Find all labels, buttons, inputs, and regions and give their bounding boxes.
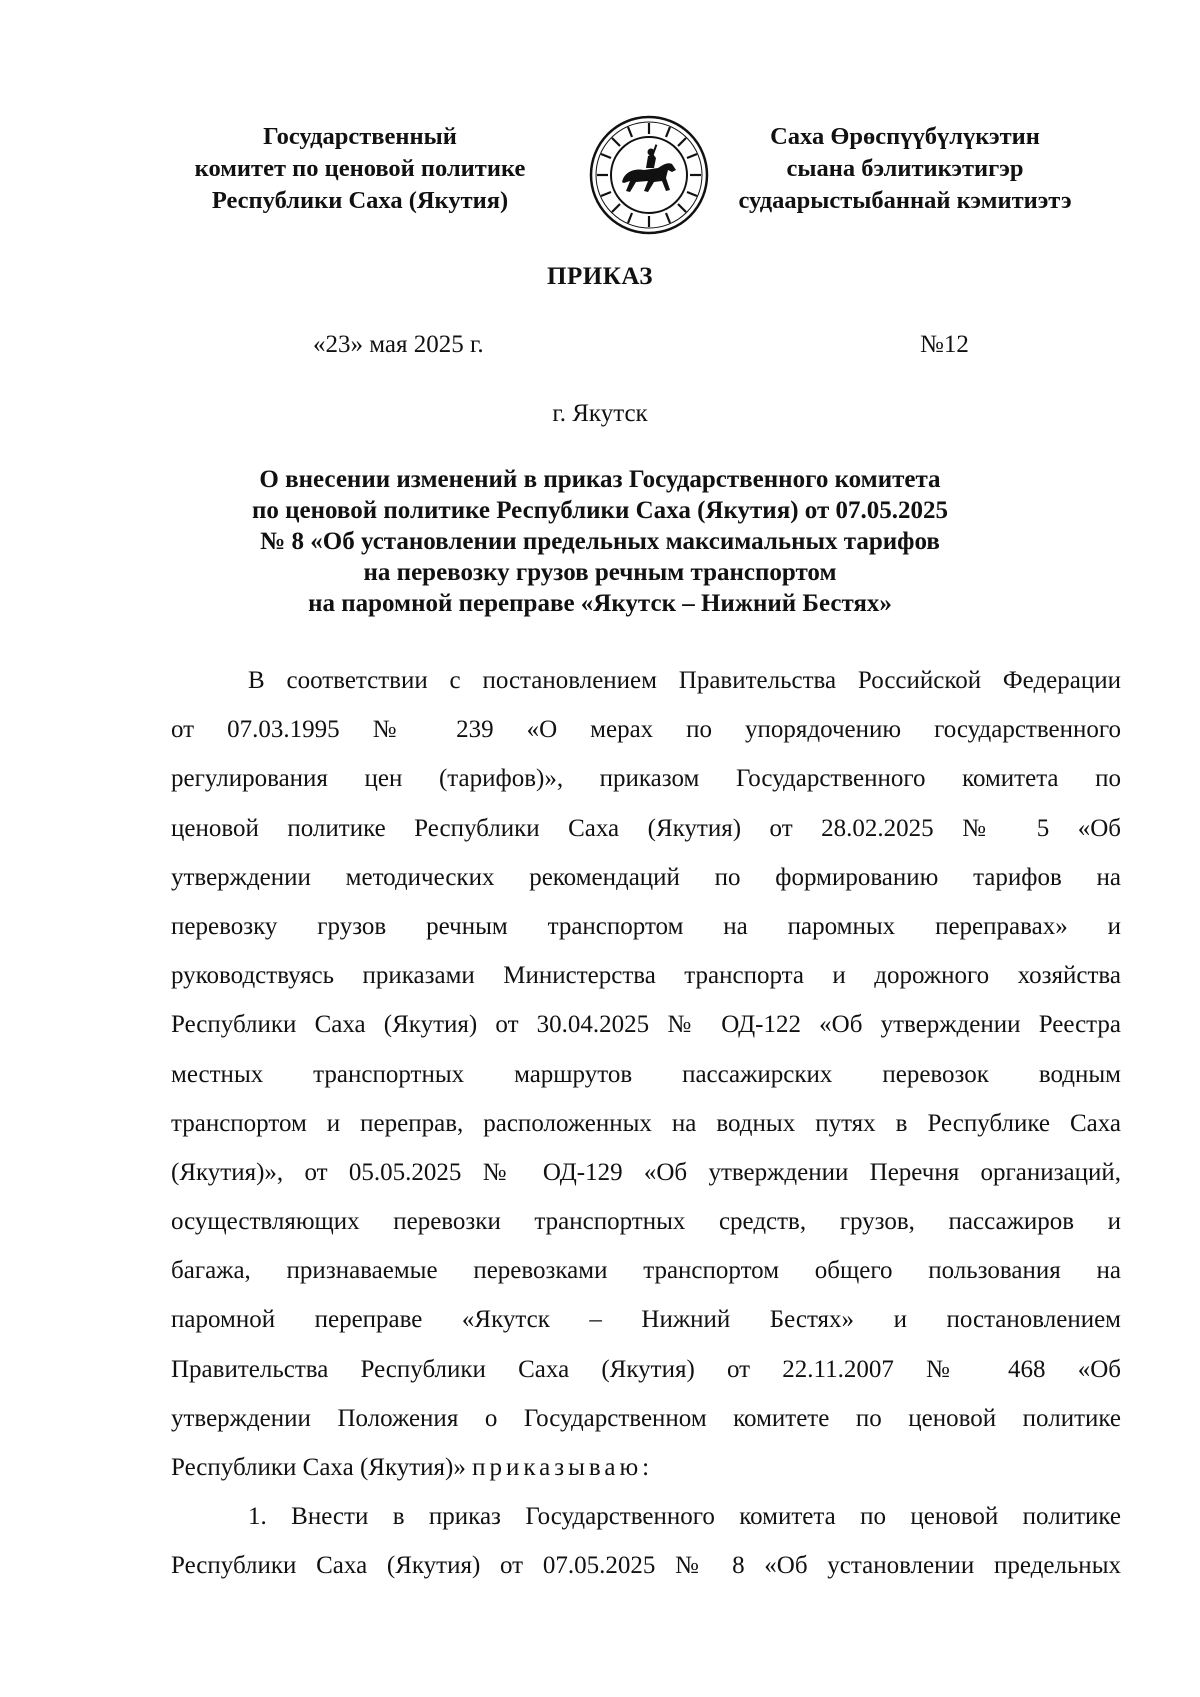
committee-name-sah-line-3: судаарыстыбаннай кэмитиэтэ <box>738 187 1072 214</box>
item-1-line: Республики Саха (Якутия) от 07.05.2025 № 8 «Об установлении предельных <box>171 1552 1121 1580</box>
body-line: Республики Саха (Якутия) от 30.04.2025 № ОД-122 «Об утверждении Реестра <box>171 1011 1121 1039</box>
item-1-line: 1. Внести в приказ Государственного комитета по ценовой политике <box>248 1503 1121 1531</box>
body-line: руководствуясь приказами Министерства транспорта и дорожного хозяйства <box>171 962 1121 990</box>
body-line: (Якутия)», от 05.05.2025 № ОД-129 «Об утверждении Перечня организаций, <box>171 1158 1121 1186</box>
body-line: утверждении Положения о Государственном комитете по ценовой политике <box>171 1404 1121 1432</box>
body-line: Правительства Республики Саха (Якутия) от 22.11.2007 № 468 «Об <box>171 1355 1121 1383</box>
committee-name-ru-line-2: комитет по ценовой политике <box>194 155 526 182</box>
republic-sakha-coat-of-arms-icon <box>588 114 710 236</box>
body-line: регулирования цен (тарифов)», приказом Государственного комитета по <box>171 765 1121 793</box>
subject-line: на перевозку грузов речным транспортом <box>363 559 837 586</box>
subject-line: № 8 «Об установлении предельных максимальных тарифов <box>260 528 940 555</box>
body-line: перевозку грузов речным транспортом на паромных переправах» и <box>171 912 1121 940</box>
body-line: местных транспортных маршрутов пассажирских перевозок водным <box>171 1060 1121 1088</box>
committee-name-yakut <box>715 121 1095 217</box>
body-last-line-start: Республики Саха (Якутия)» <box>171 1454 466 1481</box>
body-line: багажа, признаваемые перевозками транспортом общего пользования на <box>171 1257 1121 1285</box>
committee-name-russian <box>150 121 570 217</box>
body-line: утверждении методических рекомендаций по формированию тарифов на <box>171 863 1121 891</box>
body-line: осуществляющих перевозки транспортных средств, грузов, пассажиров и <box>171 1208 1121 1236</box>
order-city: г. Якутск <box>552 400 648 427</box>
order-preamble <box>171 656 1121 1591</box>
committee-name-ru-line-3: Республики Саха (Якутия) <box>211 187 509 214</box>
committee-name-sah-line-2: сыана бэлитикэтигэр <box>786 155 1024 182</box>
order-subject <box>0 464 1200 619</box>
body-line: паромной переправе «Якутск – Нижний Бестях» и постановлением <box>171 1306 1121 1334</box>
committee-name-sah-line-1: Саха Өрөспүүбүлүкэтин <box>770 123 1040 150</box>
subject-line: на паромной переправе «Якутск – Нижний Бестях» <box>308 590 892 617</box>
order-number: №12 <box>920 331 969 358</box>
body-line: ценовой политике Республики Саха (Якутия) от 28.02.2025 № 5 «Об <box>171 814 1121 842</box>
body-line: транспортом и переправ, расположенных на водных путях в Республике Саха <box>171 1109 1121 1137</box>
body-line: В соответствии с постановлением Правительства Российской Федерации <box>248 667 1121 694</box>
committee-name-ru-line-1: Государственный <box>263 123 457 150</box>
order-date: «23» мая 2025 г. <box>313 331 484 358</box>
body-last-line <box>171 1443 1121 1492</box>
body-line: от 07.03.1995 № 239 «О мерах по упорядочению государственного <box>171 716 1121 744</box>
subject-line: по ценовой политике Республики Саха (Якутия) от 07.05.2025 <box>251 497 948 524</box>
document-type-title: ПРИКАЗ <box>547 263 653 290</box>
order-word: приказываю: <box>472 1454 654 1481</box>
subject-line: О внесении изменений в приказ Государственного комитета <box>259 466 941 493</box>
